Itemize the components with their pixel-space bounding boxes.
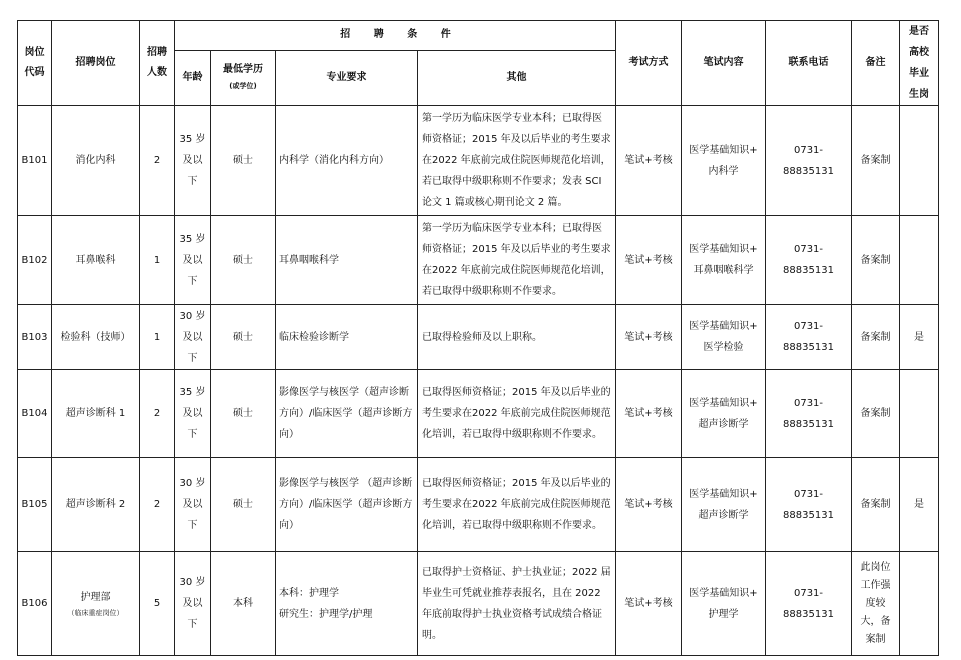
cell-written: 医学基础知识+ 内科学 [682,106,766,216]
cell-other: 已取得护士资格证、护士执业证；2022 届毕业生可凭就业推荐表报名，且在 2022 年底前取得护士执业资格考试成绩合格证明。 [418,552,616,656]
cell-position-note: （临床重症岗位） [67,608,124,617]
cell-position: 超声诊断科 2 [52,458,140,552]
cell-position: 耳鼻喉科 [52,216,140,305]
cell-other: 已取得医师资格证；2015 年及以后毕业的考生要求在2022 年底前完成住院医师规范化培训，若已取得中级职称则不作要求。 [418,458,616,552]
cell-major: 内科学（消化内科方向） [276,106,418,216]
header-conditions: 招 聘 条 件 [175,21,616,51]
cell-education: 硕士 [211,216,276,305]
cell-major: 影像医学与核医学（超声诊断方向）/临床医学（超声诊断方向） [276,370,418,458]
cell-written: 医学基础知识+ 耳鼻咽喉科学 [682,216,766,305]
cell-education: 硕士 [211,106,276,216]
cell-exam-method: 笔试+考核 [616,305,682,370]
cell-age: 35 岁 及以 下 [175,370,211,458]
cell-count: 2 [140,370,175,458]
header-notes: 备注 [852,21,900,106]
cell-age: 35 岁 及以 下 [175,216,211,305]
cell-other: 已取得检验师及以上职称。 [418,305,616,370]
header-other: 其他 [418,50,616,105]
cell-position: 消化内科 [52,106,140,216]
cell-position [52,552,140,656]
cell-age: 30 岁 及以 下 [175,305,211,370]
header-row-1 [18,21,939,51]
cell-code: B102 [18,216,52,305]
cell-age: 30 岁 及以 下 [175,458,211,552]
cell-notes: 备案制 [852,106,900,216]
table-row [18,106,939,216]
cell-written: 医学基础知识+ 护理学 [682,552,766,656]
cell-exam-method: 笔试+考核 [616,552,682,656]
table-row [18,458,939,552]
header-education-label: 最低学历 [223,63,263,75]
cell-position: 超声诊断科 1 [52,370,140,458]
cell-fresh-grad [900,370,939,458]
header-position: 招聘岗位 [52,21,140,106]
cell-age: 35 岁 及以 下 [175,106,211,216]
cell-exam-method: 笔试+考核 [616,370,682,458]
cell-notes: 备案制 [852,458,900,552]
header-age: 年龄 [175,50,211,105]
cell-education: 本科 [211,552,276,656]
cell-count: 2 [140,106,175,216]
cell-education: 硕士 [211,305,276,370]
cell-fresh-grad [900,106,939,216]
cell-fresh-grad: 是 [900,458,939,552]
header-exam-method: 考试方式 [616,21,682,106]
cell-phone: 0731-88835131 [766,370,852,458]
cell-code: B105 [18,458,52,552]
recruitment-table [17,20,939,656]
cell-major: 耳鼻咽喉科学 [276,216,418,305]
cell-count: 2 [140,458,175,552]
cell-other: 第一学历为临床医学专业本科；已取得医师资格证；2015 年及以后毕业的考生要求在2022 年底前完成住院医师规范化培训，若已取得中级职称则不作要求。 [418,216,616,305]
cell-age: 30 岁 及以 下 [175,552,211,656]
table-row [18,216,939,305]
cell-written: 医学基础知识+ 超声诊断学 [682,370,766,458]
cell-other: 第一学历为临床医学专业本科；已取得医师资格证；2015 年及以后毕业的考生要求在2022 年底前完成住院医师规范化培训，若已取得中级职称则不作要求；发表 SCI 论文 1 篇或核心期刊论文 2 篇。 [418,106,616,216]
cell-fresh-grad: 是 [900,305,939,370]
cell-count: 5 [140,552,175,656]
cell-exam-method: 笔试+考核 [616,216,682,305]
cell-position: 检验科（技师） [52,305,140,370]
cell-major: 临床检验诊断学 [276,305,418,370]
cell-code: B103 [18,305,52,370]
table-row [18,552,939,656]
cell-code: B104 [18,370,52,458]
cell-count: 1 [140,216,175,305]
header-major: 专业要求 [276,50,418,105]
header-education [211,50,276,105]
cell-phone: 0731-88835131 [766,552,852,656]
cell-count: 1 [140,305,175,370]
cell-phone: 0731-88835131 [766,458,852,552]
cell-exam-method: 笔试+考核 [616,458,682,552]
cell-notes: 备案制 [852,305,900,370]
cell-exam-method: 笔试+考核 [616,106,682,216]
cell-fresh-grad [900,216,939,305]
header-written: 笔试内容 [682,21,766,106]
cell-phone: 0731-88835131 [766,216,852,305]
header-phone: 联系电话 [766,21,852,106]
cell-notes: 此岗位 工作强 度较 大，备 案制 [852,552,900,656]
cell-notes: 备案制 [852,370,900,458]
cell-phone: 0731-88835131 [766,305,852,370]
header-count: 招聘 人数 [140,21,175,106]
cell-other: 已取得医师资格证；2015 年及以后毕业的考生要求在2022 年底前完成住院医师规范化培训，若已取得中级职称则不作要求。 [418,370,616,458]
cell-written: 医学基础知识+ 医学检验 [682,305,766,370]
cell-written: 医学基础知识+ 超声诊断学 [682,458,766,552]
cell-notes: 备案制 [852,216,900,305]
cell-fresh-grad [900,552,939,656]
cell-major: 本科：护理学 研究生：护理学/护理 [276,552,418,656]
header-fresh-grad: 是否 高校 毕业 生岗 [900,21,939,106]
cell-education: 硕士 [211,370,276,458]
cell-phone: 0731-88835131 [766,106,852,216]
cell-major: 影像医学与核医学 （超声诊断方向）/临床医学（超声诊断方向） [276,458,418,552]
cell-position-label: 护理部 [80,591,111,603]
cell-code: B101 [18,106,52,216]
header-education-note: (或学位) [229,81,257,90]
cell-education: 硕士 [211,458,276,552]
table-row [18,305,939,370]
cell-code: B106 [18,552,52,656]
header-code: 岗位 代码 [18,21,52,106]
table-row [18,370,939,458]
